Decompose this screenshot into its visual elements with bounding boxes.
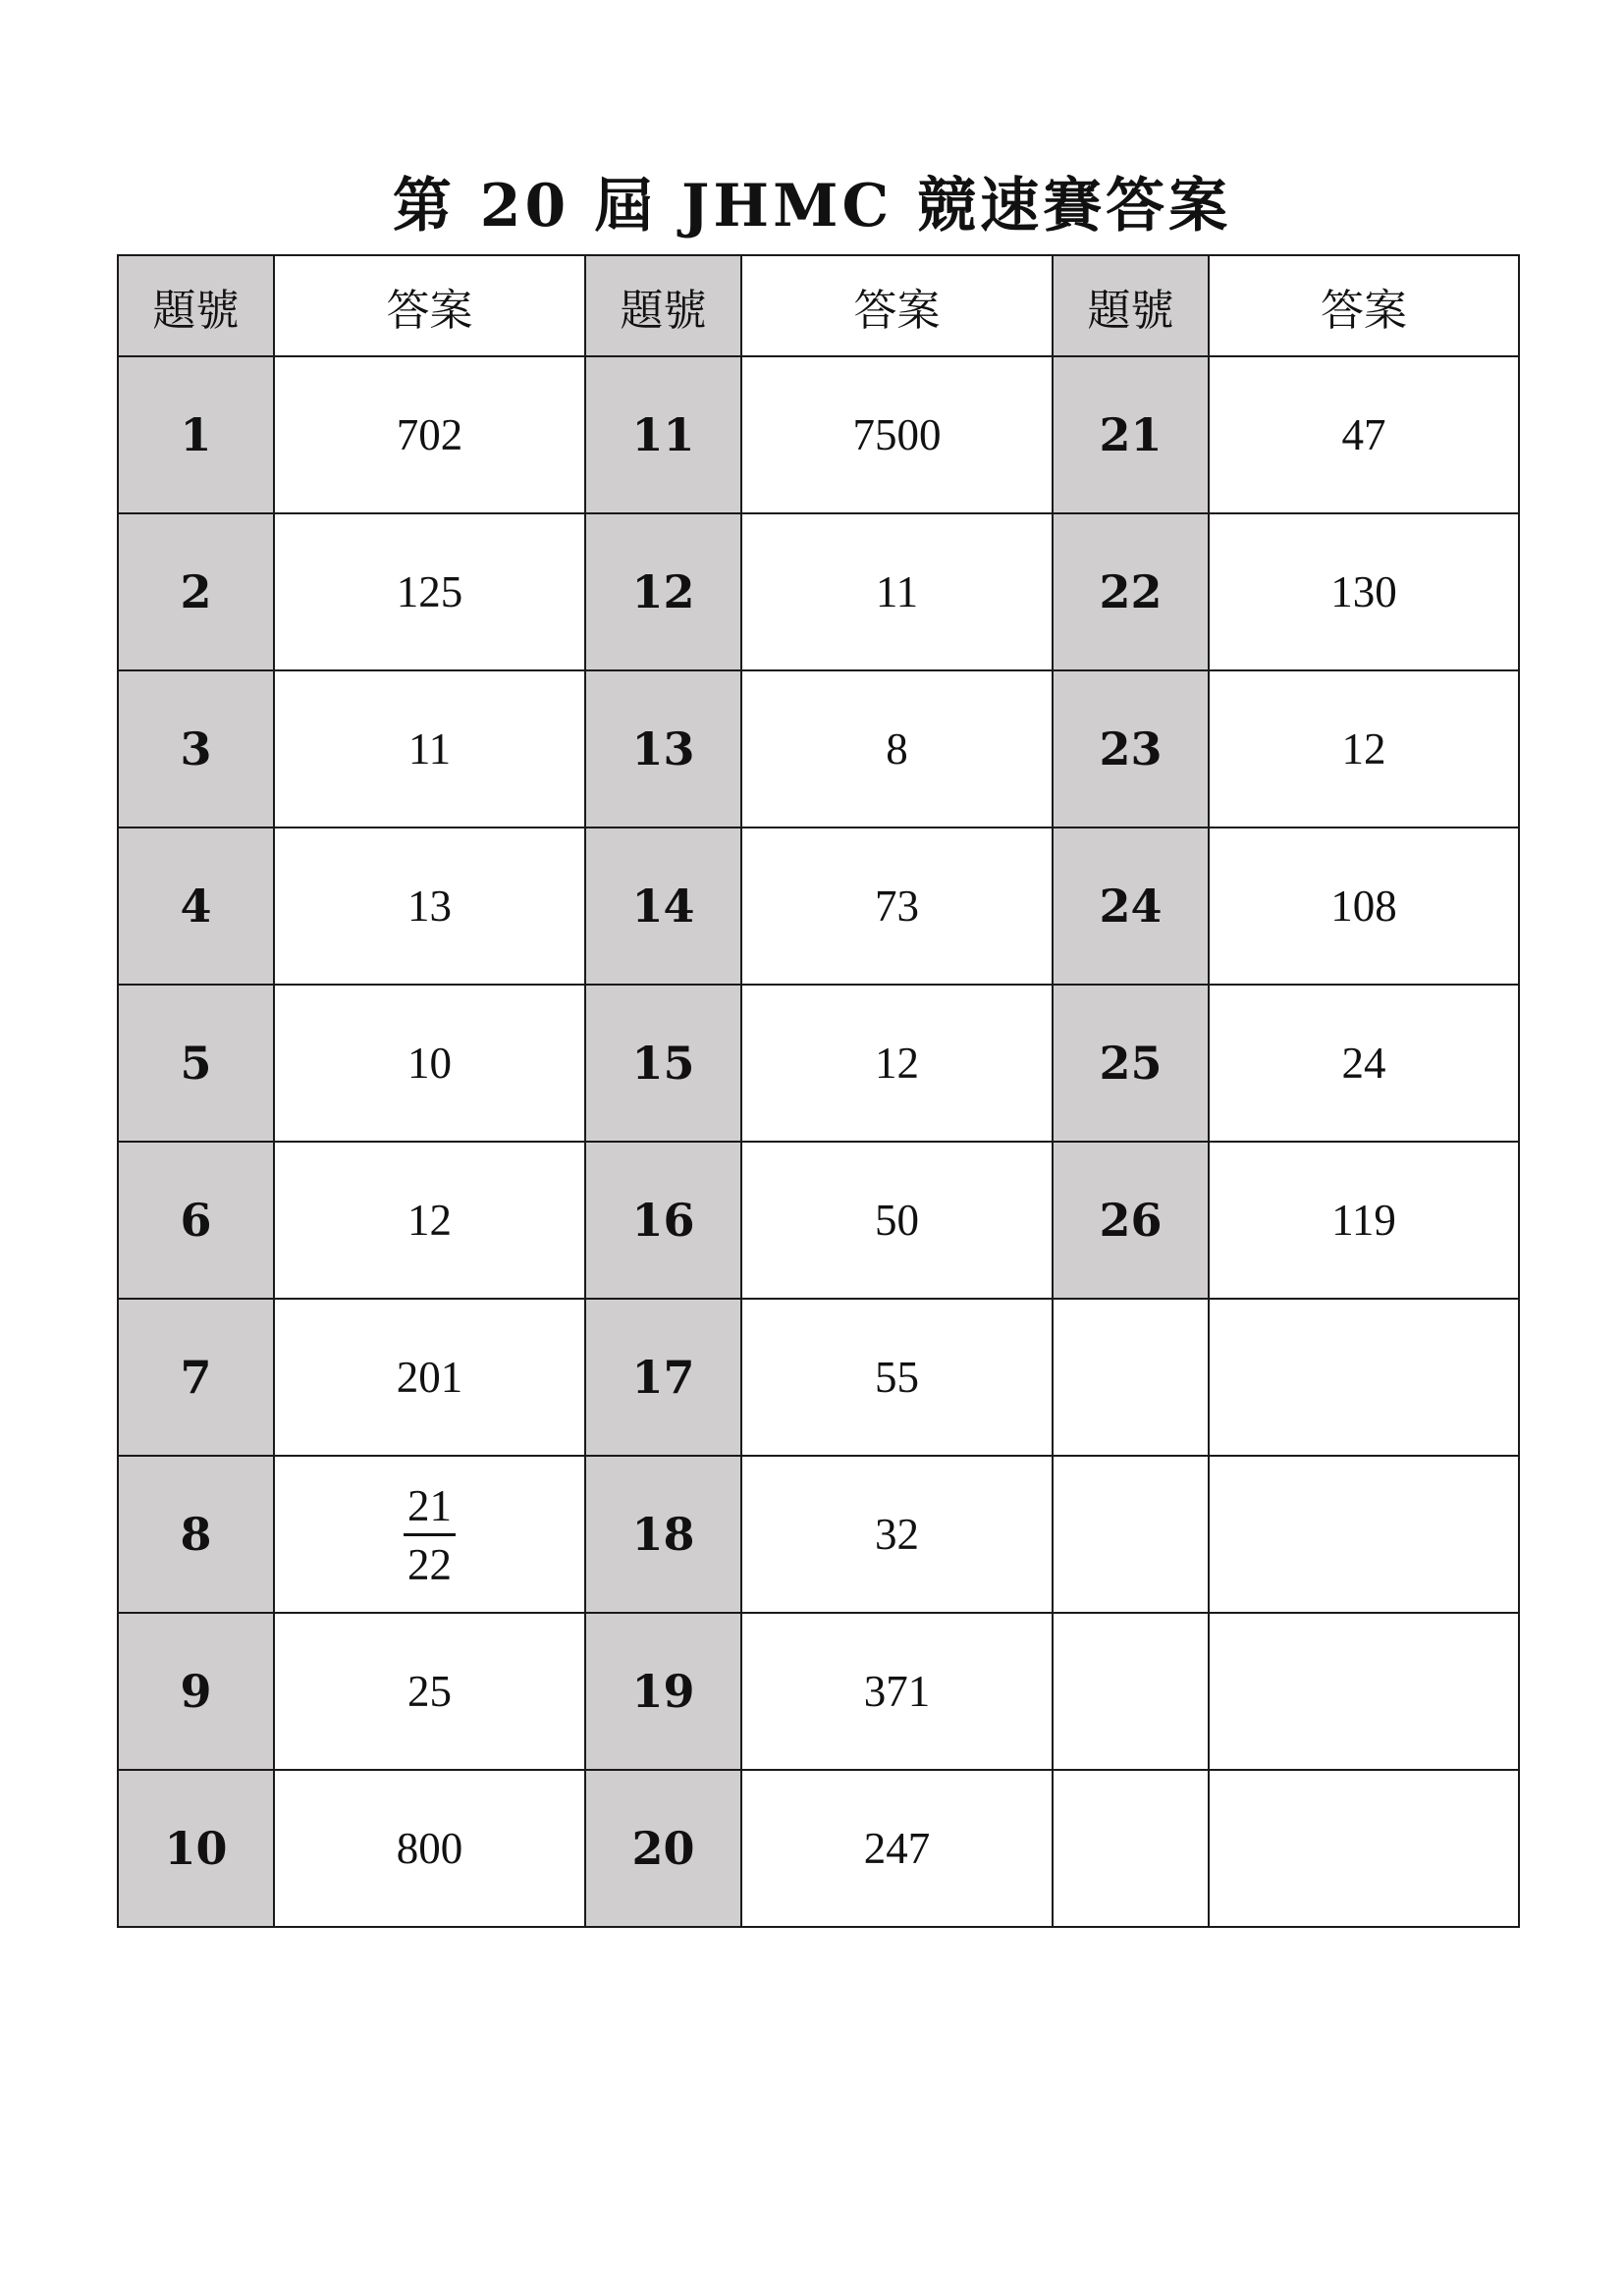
table-row bbox=[118, 513, 1519, 670]
empty-cell bbox=[1209, 1770, 1519, 1927]
table-row bbox=[118, 985, 1519, 1142]
page-title: 第 20 屆 JHMC 競速賽答案 bbox=[392, 172, 1232, 240]
table-row bbox=[118, 670, 1519, 828]
answer-table bbox=[117, 254, 1520, 1928]
empty-cell bbox=[1053, 1613, 1209, 1770]
answer-value: 11 bbox=[741, 513, 1053, 670]
fraction-denominator: 22 bbox=[407, 1540, 452, 1589]
empty-cell bbox=[1209, 1613, 1519, 1770]
question-number: 14 bbox=[585, 828, 741, 985]
question-number: 11 bbox=[585, 356, 741, 513]
number-header: 題號 bbox=[1053, 255, 1209, 356]
question-number: 10 bbox=[118, 1770, 274, 1927]
answer-value: 8 bbox=[741, 670, 1053, 828]
table-row bbox=[118, 1770, 1519, 1927]
answer-header: 答案 bbox=[1209, 255, 1519, 356]
empty-cell bbox=[1053, 1770, 1209, 1927]
answer-value: 11 bbox=[274, 670, 585, 828]
answer-value: 50 bbox=[741, 1142, 1053, 1299]
question-number: 9 bbox=[118, 1613, 274, 1770]
question-number: 17 bbox=[585, 1299, 741, 1456]
question-number: 25 bbox=[1053, 985, 1209, 1142]
number-header: 題號 bbox=[585, 255, 741, 356]
answer-value: 119 bbox=[1209, 1142, 1519, 1299]
table-row bbox=[118, 1142, 1519, 1299]
answer-value: 371 bbox=[741, 1613, 1053, 1770]
answer-value: 24 bbox=[1209, 985, 1519, 1142]
question-number: 19 bbox=[585, 1613, 741, 1770]
answer-value: 108 bbox=[1209, 828, 1519, 985]
empty-cell bbox=[1209, 1456, 1519, 1613]
answer-value: 13 bbox=[274, 828, 585, 985]
empty-cell bbox=[1053, 1299, 1209, 1456]
number-header: 題號 bbox=[118, 255, 274, 356]
question-number: 20 bbox=[585, 1770, 741, 1927]
answer-value: 800 bbox=[274, 1770, 585, 1927]
question-number: 24 bbox=[1053, 828, 1209, 985]
answer-value: 201 bbox=[274, 1299, 585, 1456]
question-number: 4 bbox=[118, 828, 274, 985]
table-row bbox=[118, 828, 1519, 985]
answer-value: 12 bbox=[1209, 670, 1519, 828]
answer-value: 12 bbox=[274, 1142, 585, 1299]
answer-header: 答案 bbox=[274, 255, 585, 356]
answer-value: 10 bbox=[274, 985, 585, 1142]
fraction-numerator: 21 bbox=[404, 1483, 456, 1536]
answer-value: 25 bbox=[274, 1613, 585, 1770]
question-number: 22 bbox=[1053, 513, 1209, 670]
question-number: 2 bbox=[118, 513, 274, 670]
question-number: 18 bbox=[585, 1456, 741, 1613]
question-number: 8 bbox=[118, 1456, 274, 1613]
question-number: 23 bbox=[1053, 670, 1209, 828]
question-number: 6 bbox=[118, 1142, 274, 1299]
question-number: 5 bbox=[118, 985, 274, 1142]
answer-value: 12 bbox=[741, 985, 1053, 1142]
answer-value: 702 bbox=[274, 356, 585, 513]
table-row bbox=[118, 1299, 1519, 1456]
table-row bbox=[118, 356, 1519, 513]
answer-value bbox=[274, 1456, 585, 1613]
question-number: 26 bbox=[1053, 1142, 1209, 1299]
question-number: 1 bbox=[118, 356, 274, 513]
table-row bbox=[118, 1613, 1519, 1770]
question-number: 15 bbox=[585, 985, 741, 1142]
answer-value: 32 bbox=[741, 1456, 1053, 1613]
question-number: 16 bbox=[585, 1142, 741, 1299]
question-number: 7 bbox=[118, 1299, 274, 1456]
answer-header: 答案 bbox=[741, 255, 1053, 356]
answer-value: 125 bbox=[274, 513, 585, 670]
question-number: 21 bbox=[1053, 356, 1209, 513]
question-number: 3 bbox=[118, 670, 274, 828]
answer-value: 247 bbox=[741, 1770, 1053, 1927]
answer-value: 7500 bbox=[741, 356, 1053, 513]
empty-cell bbox=[1209, 1299, 1519, 1456]
answer-value: 55 bbox=[741, 1299, 1053, 1456]
table-row bbox=[118, 1456, 1519, 1613]
fraction-answer bbox=[404, 1480, 456, 1589]
answer-value: 130 bbox=[1209, 513, 1519, 670]
empty-cell bbox=[1053, 1456, 1209, 1613]
answer-value: 73 bbox=[741, 828, 1053, 985]
answer-value: 47 bbox=[1209, 356, 1519, 513]
header-row bbox=[118, 255, 1519, 356]
question-number: 13 bbox=[585, 670, 741, 828]
question-number: 12 bbox=[585, 513, 741, 670]
